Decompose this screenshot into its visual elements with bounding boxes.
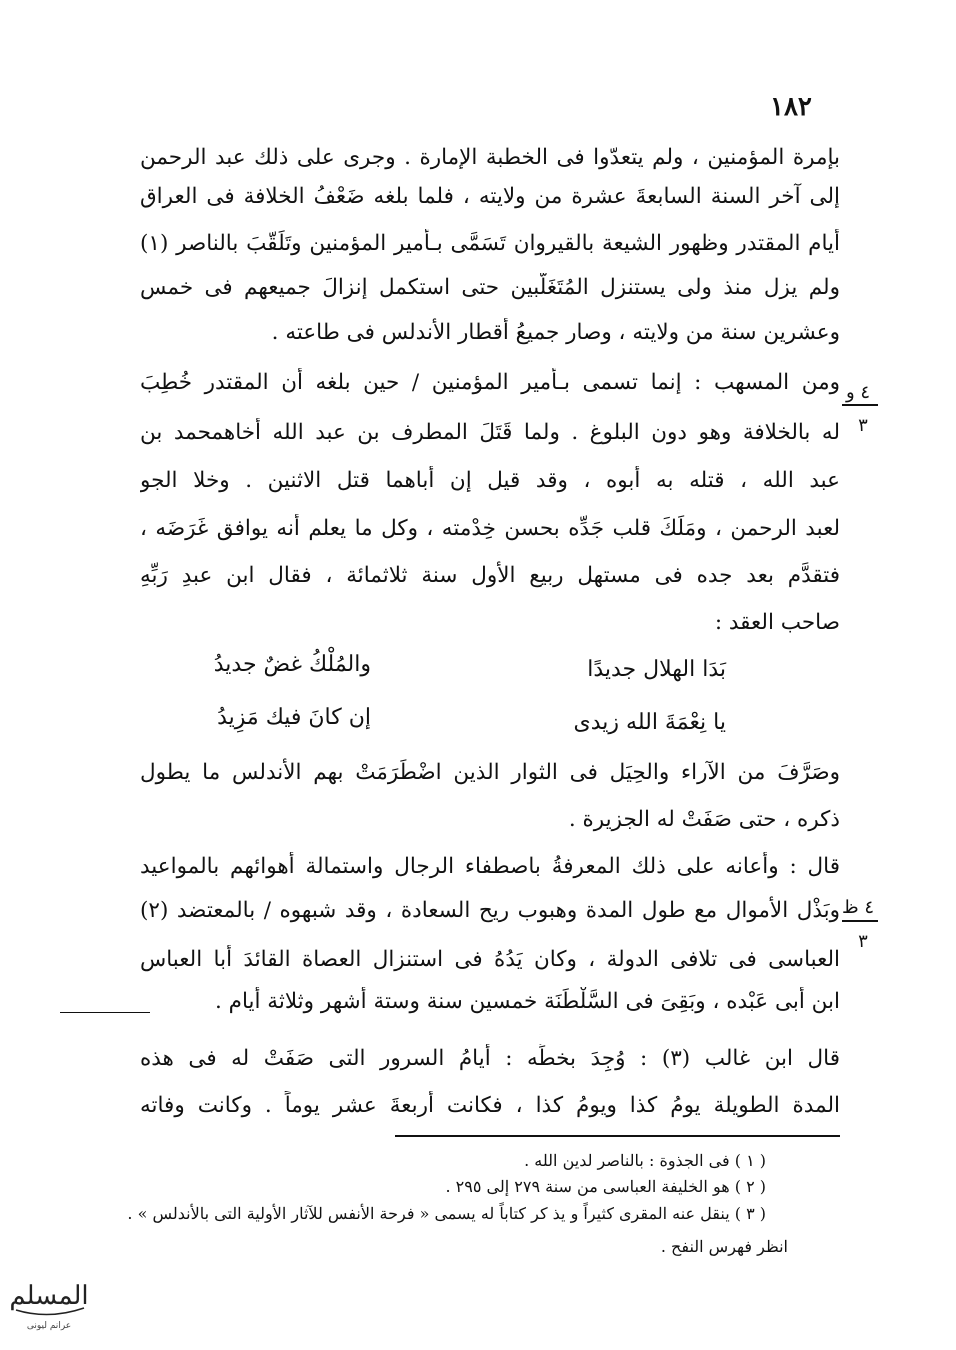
footnote-2: ( ٢ ) هو الخليفة العباسى من سنة ٢٧٩ إلى ٢٩٥ . [445, 1177, 766, 1196]
body-line: وبَذْل الأموال مع طول المدة وهبوب ريح السعادة ، وقد شبهوه / بالمعتضد (٢) [140, 898, 840, 923]
verse-2-hemistich-left: إن كانَ فيك مَزِيدُ [217, 705, 371, 730]
body-line: صاحب العقد : [714, 610, 840, 635]
body-line: ومن المسهب : إنما تسمى بـأمير المؤمنين / حين بلغه أن المقتدر خُطِبَ [140, 370, 840, 395]
underline-mark [60, 1012, 150, 1013]
body-line: فتقدَّم بعد جده فى مستهل ربيع الأول سنة ثلاثمائة ، فقال ابن عبدِ رَبِّهِ [140, 563, 840, 588]
body-line: وعشرين سنة من ولايته ، وصار جميعُ أقطار الأندلس فى طاعته . [271, 320, 840, 345]
verse-2-hemistich-right: يا نِعْمَةَ الله زيدى [573, 710, 726, 735]
verse-1-hemistich-right: بَدَا الهلال جديدًا [587, 657, 726, 682]
margin-folio-bottom: ٣ [858, 415, 868, 436]
body-line: ولم يزل منذ ولى يستنزل المُتَغَلّبين حتى استكمل إنزالَ جميعهم فى خمس [140, 275, 840, 300]
body-line: له بالخلافة وهو دون البلوغ . ولما قَتَلَ المطرف بن عبد الله أخاهمحمد بن [140, 420, 840, 445]
margin-rule [842, 404, 878, 406]
body-line: بإمرة المؤمنين ، ولم يتعدّوا فى الخطبة الإمارة . وجرى على ذلك عبد الرحمن [140, 145, 840, 170]
body-line: العباسى فى تلافى الدولة ، وكان يَدُهُ فى استنزال العصاة القائدَ أبا العباس [140, 947, 840, 972]
body-line: ابن أبى عَبْده ، وبَقِىَ فى السَّلْطَنَة خمسين سنة وستة أشهر وثلاثة أيام . [214, 989, 840, 1014]
body-line: إلى آخر السنة السابعةَ عشرة من ولايته ، فلما بلغه ضَعْفُ الخلافة فى العراق [140, 184, 840, 209]
body-line: لعبد الرحمن ، ومَلَكَ قلب جَدِّه بحسن خِدْمته ، وكل ما يعلم أنه يوافق غَرَضَه ، [140, 516, 840, 541]
margin-rule [842, 920, 878, 922]
body-line: قال ابن غالب (٣) : وُجِدَ بخطِّه : أيامُ السرور التى صَفَتْ له فى هذه [140, 1046, 840, 1071]
logo-text: المسلم [9, 1281, 89, 1311]
body-line: ذكره ، حتى صَفَتْ له الجزيرة . [568, 807, 840, 832]
body-line: عبد الله ، قتله به أبوه ، وقد قيل إن أباهما قتل الاثنين . وخلا الجو [140, 468, 840, 493]
margin-folio-top: ٤ ظ [841, 897, 875, 918]
margin-folio-bottom: ٣ [858, 931, 868, 952]
footnote-1: ( ١ ) فى الجذوة : بالناصر لدين الله . [524, 1151, 766, 1170]
footnote-3-continued: انظر فهرس النفح . [660, 1237, 788, 1256]
footnote-3: ( ٣ ) ينقل عنه المقرى كثيراً و يذ كر كتاباً له يسمى « فرحة الأنفس للآثار الأولية التى بالأندلس » . [127, 1204, 766, 1223]
body-line: قال : وأعانه على ذلك المعرفةُ باصطفاء الرجال واستمالة أهوائهم بالمواعيد [140, 854, 840, 879]
watermark-logo [4, 1268, 94, 1338]
margin-folio-top: ٤ و [845, 382, 871, 403]
footnote-rule [395, 1135, 840, 1137]
verse-1-hemistich-left: والمُلْكُ غضٌ جديدُ [213, 652, 371, 677]
body-line: المدة الطويلة يومُ كذا ويومُ كذا ، فكانت أربعةَ عشر يوماً . وكانت وفاته [140, 1093, 840, 1118]
page-number: ١٨٢ [770, 92, 812, 122]
logo-subtext: عرانم ليونى [26, 1321, 72, 1331]
body-line: أيام المقتدر وظهور الشيعة بالقيروان تَسَمَّى بـأمير المؤمنين وتَلَقّبَ بالناصر (١) [140, 231, 840, 256]
body-line: وصَرَّفَ من الآراء والحِيَل فى الثوار الذين اضْطَرَمَتْ بهم الأندلس ما يطول [140, 760, 840, 785]
